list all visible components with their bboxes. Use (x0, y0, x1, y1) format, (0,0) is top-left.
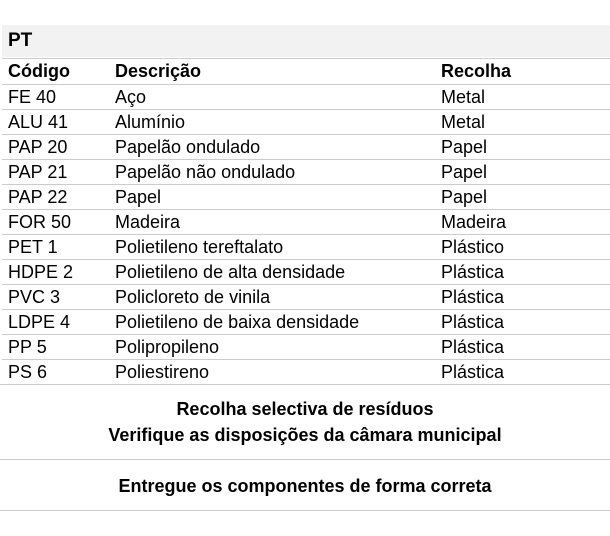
region-header (2, 25, 610, 57)
cell-description: Aço (109, 85, 435, 110)
cell-collection: Plástica (441, 361, 505, 382)
table-row (2, 85, 610, 110)
cell-collection: Metal (435, 110, 610, 135)
delivery-notice (0, 473, 610, 499)
header-code: Código (2, 59, 109, 85)
notice-line-delivery: Entregue os componentes de forma correta (118, 476, 492, 496)
cell-collection: Metal (435, 85, 610, 110)
table-row (2, 135, 610, 160)
table-row (2, 185, 610, 210)
cell-collection: Plástica (435, 310, 610, 335)
cell-code: ALU 41 (2, 110, 109, 135)
cell-collection: Madeira (435, 210, 610, 235)
table-header-row (2, 59, 610, 85)
cell-description: Poliestireno (115, 361, 210, 382)
divider (0, 459, 610, 460)
divider (0, 384, 610, 385)
table-row (2, 360, 610, 385)
waste-codes-table (2, 58, 610, 384)
cell-collection: Plástica (435, 285, 610, 310)
cell-description: Madeira (109, 210, 435, 235)
cell-code: FE 40 (2, 85, 109, 110)
cell-description: Policloreto de vinila (109, 285, 435, 310)
notice-line-municipal: Verifique as disposições da câmara municipal (108, 425, 502, 445)
cell-description: Polietileno tereftalato (109, 235, 435, 260)
cell-description: Alumínio (109, 110, 435, 135)
collection-notice (0, 396, 610, 448)
cell-code: HDPE 2 (2, 260, 109, 285)
cell-code: PVC 3 (2, 285, 109, 310)
table-row (2, 210, 610, 235)
divider (0, 510, 610, 511)
cell-description: Polipropileno (109, 335, 435, 360)
cell-collection: Plástico (435, 235, 610, 260)
table-row (2, 235, 610, 260)
cell-code: PAP 22 (2, 185, 109, 210)
cell-code: FOR 50 (2, 210, 109, 235)
cell-code: PAP 21 (2, 160, 109, 185)
cell-code: PS 6 (8, 361, 48, 382)
cell-collection: Plástica (435, 335, 610, 360)
table-row (2, 310, 610, 335)
cell-description: Polietileno de baixa densidade (109, 310, 435, 335)
cell-code: LDPE 4 (2, 310, 109, 335)
cell-code: PAP 20 (2, 135, 109, 160)
cell-collection: Papel (435, 185, 610, 210)
table-row (2, 110, 610, 135)
cell-collection: Papel (435, 160, 610, 185)
cell-description: Papelão não ondulado (109, 160, 435, 185)
cell-description: Polietileno de alta densidade (109, 260, 435, 285)
region-title: PT (8, 30, 33, 51)
table-row (2, 260, 610, 285)
cell-code: PP 5 (2, 335, 109, 360)
header-description: Descrição (109, 59, 435, 85)
cell-collection: Plástica (435, 260, 610, 285)
table-row (2, 335, 610, 360)
notice-line-selective-collection: Recolha selectiva de resíduos (176, 399, 434, 419)
cell-description: Papelão ondulado (109, 135, 435, 160)
table-row (2, 160, 610, 185)
cell-description: Papel (109, 185, 435, 210)
table-row (2, 285, 610, 310)
cell-collection: Papel (435, 135, 610, 160)
header-collection: Recolha (435, 59, 610, 85)
cell-code: PET 1 (2, 235, 109, 260)
